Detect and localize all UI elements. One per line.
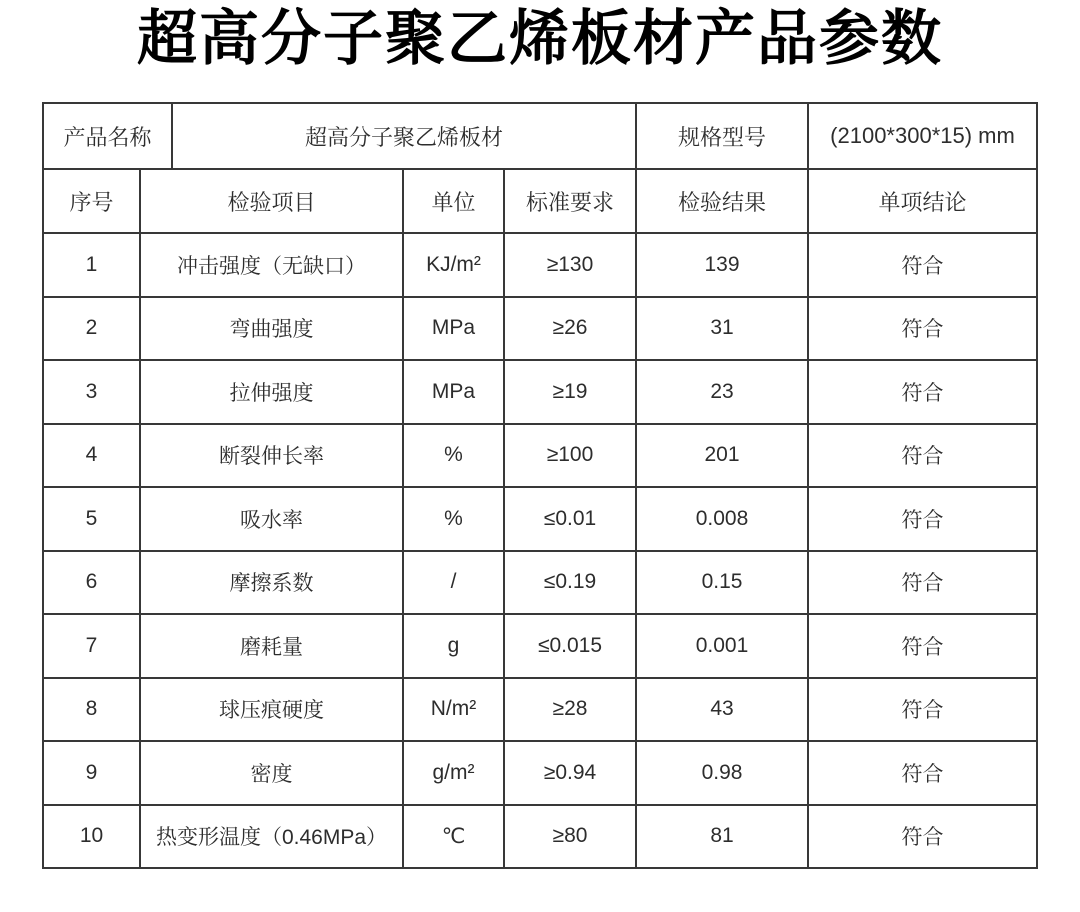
cell-index: 10 <box>43 805 140 869</box>
product-name-value: 超高分子聚乙烯板材 <box>172 103 636 169</box>
header-row <box>43 169 1037 233</box>
cell-result: 139 <box>636 233 808 297</box>
cell-requirement: ≥28 <box>504 678 636 742</box>
header-index: 序号 <box>43 169 140 233</box>
cell-conclusion: 符合 <box>808 233 1037 297</box>
cell-index: 6 <box>43 551 140 615</box>
header-conclusion: 单项结论 <box>808 169 1037 233</box>
table-row <box>43 297 1037 361</box>
table-row <box>43 233 1037 297</box>
table-row <box>43 551 1037 615</box>
cell-conclusion: 符合 <box>808 551 1037 615</box>
cell-index: 8 <box>43 678 140 742</box>
inspection-table <box>42 168 1038 869</box>
product-info-row <box>42 102 1038 170</box>
cell-unit: N/m² <box>403 678 504 742</box>
cell-result: 23 <box>636 360 808 424</box>
table-row <box>43 678 1037 742</box>
cell-unit: g/m² <box>403 741 504 805</box>
page-title: 超高分子聚乙烯板材产品参数 <box>137 5 943 72</box>
cell-requirement: ≤0.015 <box>504 614 636 678</box>
spec-sheet <box>42 102 1036 869</box>
header-unit: 单位 <box>403 169 504 233</box>
cell-requirement: ≥80 <box>504 805 636 869</box>
cell-item: 摩擦系数 <box>140 551 403 615</box>
cell-item: 磨耗量 <box>140 614 403 678</box>
cell-index: 4 <box>43 424 140 488</box>
table-row <box>43 424 1037 488</box>
cell-item: 冲击强度（无缺口） <box>140 233 403 297</box>
header-item: 检验项目 <box>140 169 403 233</box>
table-row <box>43 614 1037 678</box>
cell-unit: ℃ <box>403 805 504 869</box>
cell-unit: KJ/m² <box>403 233 504 297</box>
cell-result: 43 <box>636 678 808 742</box>
cell-unit: MPa <box>403 297 504 361</box>
cell-index: 5 <box>43 487 140 551</box>
table-row <box>43 487 1037 551</box>
spec-model-label: 规格型号 <box>636 103 808 169</box>
header-requirement: 标准要求 <box>504 169 636 233</box>
cell-conclusion: 符合 <box>808 424 1037 488</box>
cell-index: 7 <box>43 614 140 678</box>
cell-conclusion: 符合 <box>808 741 1037 805</box>
cell-item: 热变形温度（0.46MPa） <box>140 805 403 869</box>
table-row <box>43 741 1037 805</box>
cell-unit: % <box>403 424 504 488</box>
cell-item: 拉伸强度 <box>140 360 403 424</box>
cell-conclusion: 符合 <box>808 678 1037 742</box>
cell-item: 吸水率 <box>140 487 403 551</box>
spec-model-value: (2100*300*15) mm <box>808 103 1037 169</box>
cell-unit: % <box>403 487 504 551</box>
cell-result: 0.001 <box>636 614 808 678</box>
cell-item: 密度 <box>140 741 403 805</box>
cell-result: 81 <box>636 805 808 869</box>
cell-index: 3 <box>43 360 140 424</box>
product-info-cells <box>43 103 1037 169</box>
cell-index: 2 <box>43 297 140 361</box>
cell-result: 0.15 <box>636 551 808 615</box>
cell-result: 31 <box>636 297 808 361</box>
cell-conclusion: 符合 <box>808 805 1037 869</box>
cell-index: 9 <box>43 741 140 805</box>
cell-requirement: ≥100 <box>504 424 636 488</box>
cell-requirement: ≤0.01 <box>504 487 636 551</box>
cell-requirement: ≥130 <box>504 233 636 297</box>
cell-result: 201 <box>636 424 808 488</box>
cell-item: 弯曲强度 <box>140 297 403 361</box>
cell-result: 0.008 <box>636 487 808 551</box>
cell-conclusion: 符合 <box>808 614 1037 678</box>
cell-index: 1 <box>43 233 140 297</box>
cell-conclusion: 符合 <box>808 360 1037 424</box>
cell-unit: g <box>403 614 504 678</box>
table-row <box>43 805 1037 869</box>
cell-conclusion: 符合 <box>808 297 1037 361</box>
cell-result: 0.98 <box>636 741 808 805</box>
product-name-label: 产品名称 <box>43 103 172 169</box>
cell-requirement: ≥26 <box>504 297 636 361</box>
header-result: 检验结果 <box>636 169 808 233</box>
cell-item: 断裂伸长率 <box>140 424 403 488</box>
cell-conclusion: 符合 <box>808 487 1037 551</box>
cell-unit: MPa <box>403 360 504 424</box>
cell-unit: / <box>403 551 504 615</box>
cell-requirement: ≤0.19 <box>504 551 636 615</box>
table-row <box>43 360 1037 424</box>
cell-requirement: ≥0.94 <box>504 741 636 805</box>
cell-item: 球压痕硬度 <box>140 678 403 742</box>
cell-requirement: ≥19 <box>504 360 636 424</box>
